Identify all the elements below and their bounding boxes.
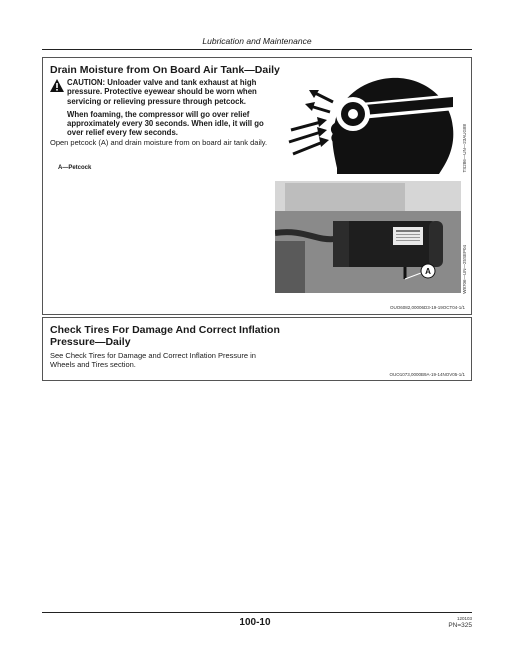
page-header: Lubrication and Maintenance xyxy=(202,36,312,46)
section-drain-moisture xyxy=(42,57,472,315)
caution-body: Unloader valve and tank exhaust at high pressure. Protective eyewear should be worn when servicing or relieving pressure through petcock. xyxy=(67,78,257,106)
section-title: Check Tires For Damage And Correct Inflation Pressure—Daily xyxy=(50,324,280,348)
doc-reference: OUO1073,0000B9A-19-14NOV05-1/1 xyxy=(389,372,465,377)
air-tank-photo xyxy=(275,181,461,293)
doc-reference: OUO6082,00006D3-19-19OCT04-1/1 xyxy=(389,305,465,310)
figure2-ref: W8706—UN—25SEP04 xyxy=(462,245,467,294)
caution-block xyxy=(50,78,282,142)
page-number: 100-10 xyxy=(239,617,271,628)
footer-rule xyxy=(42,612,472,613)
section-check-tires xyxy=(42,317,472,381)
header-rule xyxy=(42,49,472,50)
figure1-ref: TS286—UN—23AUG88 xyxy=(462,124,467,173)
callout-petcock: A—Petcock xyxy=(58,165,92,171)
pn-number: PN=325 xyxy=(448,622,472,629)
warning-triangle-icon xyxy=(50,79,64,92)
section-title: Drain Moisture from On Board Air Tank—Daily xyxy=(50,64,280,76)
tires-body-text: See Check Tires for Damage and Correct Inflation Pressure in Wheels and Tires section. xyxy=(50,351,256,370)
foaming-text: When foaming, the compressor will go over relief approximately every 30 seconds. When idle, it will go over relief every few seconds. xyxy=(67,109,264,138)
page-code: 120103 xyxy=(456,616,472,621)
caution-label: CAUTION: xyxy=(67,78,106,87)
eyewear-safety-illustration xyxy=(275,64,461,176)
callout-marker-a: A xyxy=(425,267,431,276)
caution-text xyxy=(67,78,282,138)
instruction-text: Open petcock (A) and drain moisture from on board air tank daily. xyxy=(50,138,268,147)
